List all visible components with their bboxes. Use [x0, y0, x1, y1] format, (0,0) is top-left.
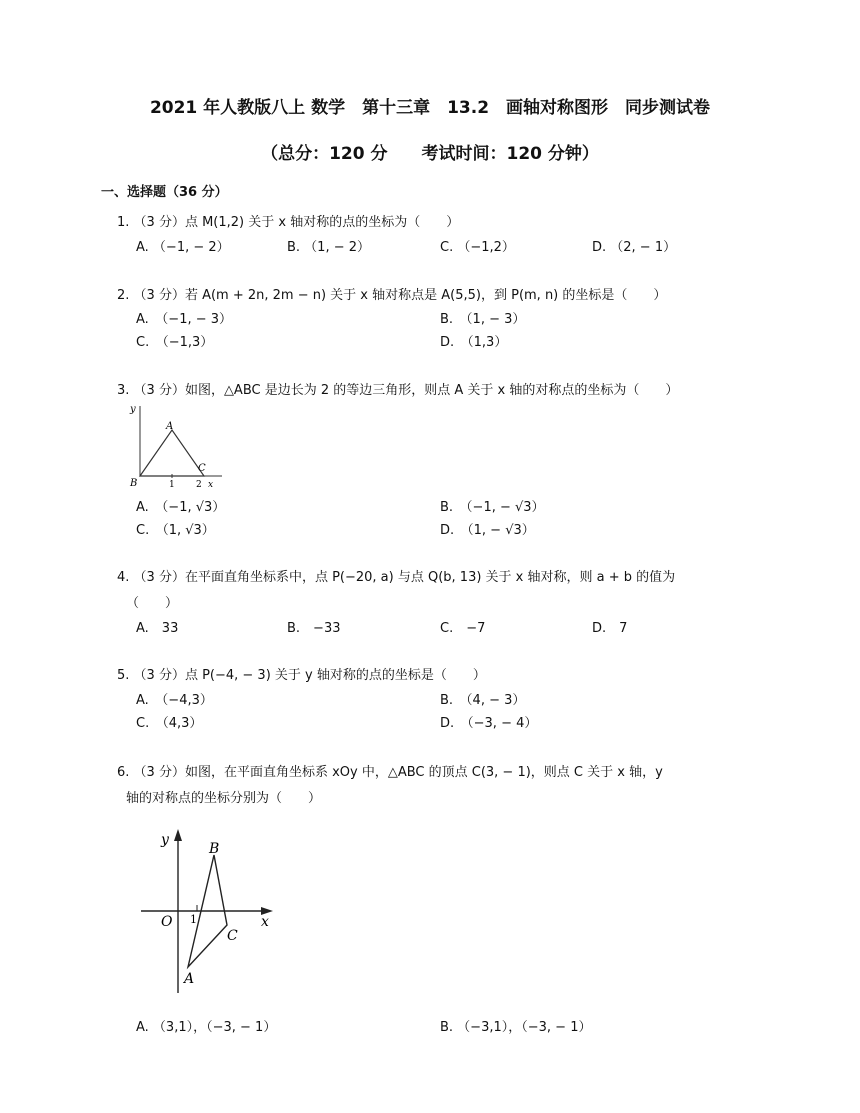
fig-label-a: A: [184, 971, 195, 987]
question-stem: 5. （3 分）点 P(−4, − 3) 关于 y 轴对称的点的坐标是（ ）: [117, 668, 486, 683]
option-c: C. （4,3）: [136, 716, 203, 731]
fig-label-b: B: [209, 841, 220, 857]
question-stem: 2. （3 分）若 A(m + 2n, 2m − n) 关于 x 轴对称点是 A(5,5)，到 P(m, n) 的坐标是（ ）: [117, 288, 667, 303]
option-b: B. （4, − 3）: [440, 693, 526, 708]
fig-label-y: y: [130, 404, 136, 415]
fig-label-c: C: [198, 463, 206, 474]
option-a: A. （−1, − 3）: [136, 312, 233, 327]
option-d: D. （−3, − 4）: [440, 716, 538, 731]
question-stem: 1. （3 分）点 M(1,2) 关于 x 轴对称的点的坐标为（ ）: [117, 215, 460, 230]
option-b: B. （−1, − √3）: [440, 500, 545, 515]
question-stem: 4. （3 分）在平面直角坐标系中，点 P(−20, a) 与点 Q(b, 13) 关于 x 轴对称，则 a + b 的值为: [117, 570, 676, 585]
option-d: D. 7: [592, 621, 628, 636]
coordinate-figure: [135, 825, 285, 1000]
fig-tick-1: 1: [190, 913, 197, 926]
option-b: B. （1, − 2）: [287, 240, 371, 255]
option-d: D. （1,3）: [440, 335, 508, 350]
option-b: B. （−3,1），（−3, − 1）: [440, 1020, 592, 1035]
fig-label-a: A: [166, 421, 174, 432]
page-title: 2021 年人教版八上 数学 第十三章 13.2 画轴对称图形 同步测试卷: [149, 98, 711, 118]
fig-label-c: C: [227, 928, 238, 944]
option-c: C. −7: [440, 621, 486, 636]
fig-label-o: O: [161, 914, 173, 930]
fig-label-y: y: [161, 832, 169, 848]
option-a: A. （−1, √3）: [136, 500, 226, 515]
fig-label-b: B: [130, 478, 138, 489]
option-d: D. （2, − 1）: [592, 240, 677, 255]
question-stem: 3. （3 分）如图，△ABC 是边长为 2 的等边三角形，则点 A 关于 x 轴的对称点的坐标为（ ）: [117, 383, 679, 398]
option-d: D. （1, − √3）: [440, 523, 535, 538]
option-b: B. −33: [287, 621, 341, 636]
option-c: C. （−1,2）: [440, 240, 515, 255]
option-a: A. （3,1），（−3, − 1）: [136, 1020, 277, 1035]
fig-label-x: x: [261, 914, 269, 930]
fig-label-x: x: [208, 480, 214, 490]
triangle-figure: [126, 400, 226, 490]
section-heading: 一、选择题（36 分）: [101, 185, 228, 200]
option-b: B. （1, − 3）: [440, 312, 526, 327]
fig-tick-2: 2: [196, 480, 202, 490]
option-c: C. （1, √3）: [136, 523, 215, 538]
option-a: A. 33: [136, 621, 179, 636]
option-c: C. （−1,3）: [136, 335, 214, 350]
question-stem-continued: （ ）: [126, 596, 179, 611]
option-a: A. （−4,3）: [136, 693, 213, 708]
page-subtitle: （总分：120 分 考试时间：120 分钟）: [261, 144, 599, 164]
question-stem-continued: 轴的对称点的坐标分别为（ ）: [126, 791, 322, 806]
option-a: A. （−1, − 2）: [136, 240, 230, 255]
fig-tick-1: 1: [169, 480, 175, 490]
question-stem: 6. （3 分）如图，在平面直角坐标系 xOy 中，△ABC 的顶点 C(3, − 1)，则点 C 关于 x 轴，y: [117, 765, 663, 780]
